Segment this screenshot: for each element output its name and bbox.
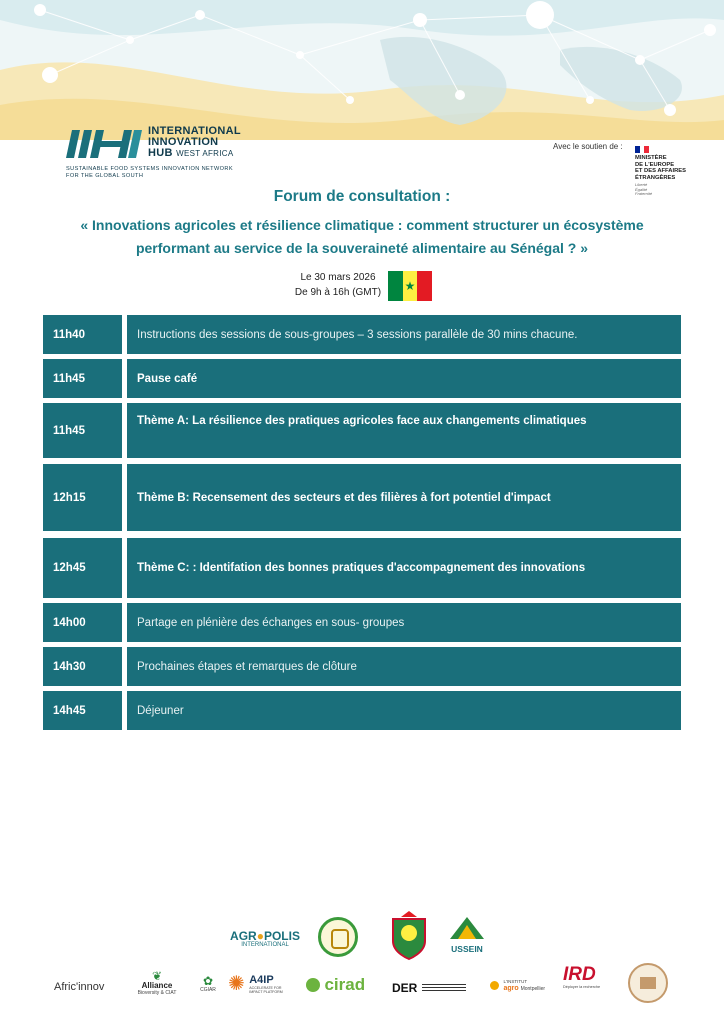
university-crest-logo [387, 911, 431, 961]
event-hours: De 9h à 16h (GMT) [294, 287, 382, 298]
agenda-label: Instructions des sessions de sous-groupes – 3 sessions parallèle de 30 mins chacune. [127, 315, 681, 354]
cirad-logo: cirad [306, 975, 365, 995]
agenda-row [43, 691, 681, 730]
agropolis-logo: AGR●POLIS INTERNATIONAL [230, 929, 300, 948]
header-banner [0, 0, 724, 140]
support-label: Avec le soutien de : [553, 142, 623, 151]
agenda-label: Partage en plénière des échanges en sous- groupes [127, 603, 681, 642]
agenda-time: 11h45 [43, 359, 122, 398]
iih-tagline [66, 166, 266, 179]
alliance-logo: ❦ Alliance Bioversity & CIAT [137, 969, 177, 996]
event-date [283, 270, 393, 300]
banner-graphic [0, 0, 724, 140]
agenda-row [43, 464, 681, 531]
event-subtitle [40, 214, 684, 260]
org-line1: INTERNATIONAL [148, 125, 241, 137]
institution-seal-logo [628, 963, 668, 1003]
ministry-motto: Liberté Égalité Fraternité [635, 182, 653, 197]
agenda-label: Thème B: Recensement des secteurs et des filières à fort potentiel d'impact [127, 464, 681, 531]
agenda-time: 14h00 [43, 603, 122, 642]
der-logo: DER [392, 979, 480, 997]
ministry-name: MINISTÈRE DE L'EUROPE ET DES AFFAIRES ÉTRANGÈRES [635, 155, 686, 181]
event-date-text: Le 30 mars 2026 [300, 272, 376, 283]
org-line3: HUB WEST AFRICA [148, 147, 234, 159]
agenda-label: Thème A: La résilience des pratiques agricoles face aux changements climatiques [127, 403, 681, 458]
agenda-time: 11h45 [43, 403, 122, 458]
ird-logo: IRD Déployer la recherche [563, 964, 601, 989]
french-flag-icon [635, 146, 649, 153]
a4ip-logo: ✺ A4IP ACCELERATE FOR IMPACT PLATFORM [228, 973, 283, 995]
tagline-line2: FOR THE GLOBAL SOUTH [66, 172, 144, 179]
agenda-time: 12h45 [43, 538, 122, 598]
agenda-row [43, 647, 681, 686]
institut-agro-logo: L'INSTITUT agro Montpellier [490, 977, 560, 995]
agenda-row [43, 538, 681, 598]
inp-seal-logo [318, 917, 358, 957]
agenda-row [43, 403, 681, 458]
org-line2: INNOVATION [148, 136, 219, 148]
subtitle-line2: performant au service de la souveraineté alimentaire au Sénégal ? » [135, 240, 589, 256]
agenda-time: 11h40 [43, 315, 122, 354]
agenda-label: Thème C: : Identifation des bonnes pratiques d'accompagnement des innovations [127, 538, 681, 598]
iih-logo-name [148, 126, 241, 159]
iih-logo-mark [66, 128, 144, 160]
partner-logos [0, 905, 724, 1015]
cgiar-logo: ✿ CGIAR [200, 974, 216, 993]
tagline-line1: SUSTAINABLE FOOD SYSTEMS INNOVATION NETWORK [66, 166, 234, 172]
agenda-time: 14h30 [43, 647, 122, 686]
agenda-label: Pause café [127, 359, 681, 398]
africinnov-logo: Afric'innov [54, 981, 105, 993]
agenda-row [43, 315, 681, 354]
org-region: WEST AFRICA [176, 149, 234, 158]
agenda-row [43, 603, 681, 642]
agenda-row [43, 359, 681, 398]
agenda-time: 12h15 [43, 464, 122, 531]
agenda-label: Déjeuner [127, 691, 681, 730]
ussein-logo: USSEIN [444, 917, 490, 954]
senegal-flag-icon: ★ [388, 271, 432, 301]
agenda-time: 14h45 [43, 691, 122, 730]
page-title: Forum de consultation : [273, 188, 451, 205]
subtitle-line1: « Innovations agricoles et résilience climatique : comment structurer un écosystème [80, 217, 644, 233]
agenda-label: Prochaines étapes et remarques de clôture [127, 647, 681, 686]
